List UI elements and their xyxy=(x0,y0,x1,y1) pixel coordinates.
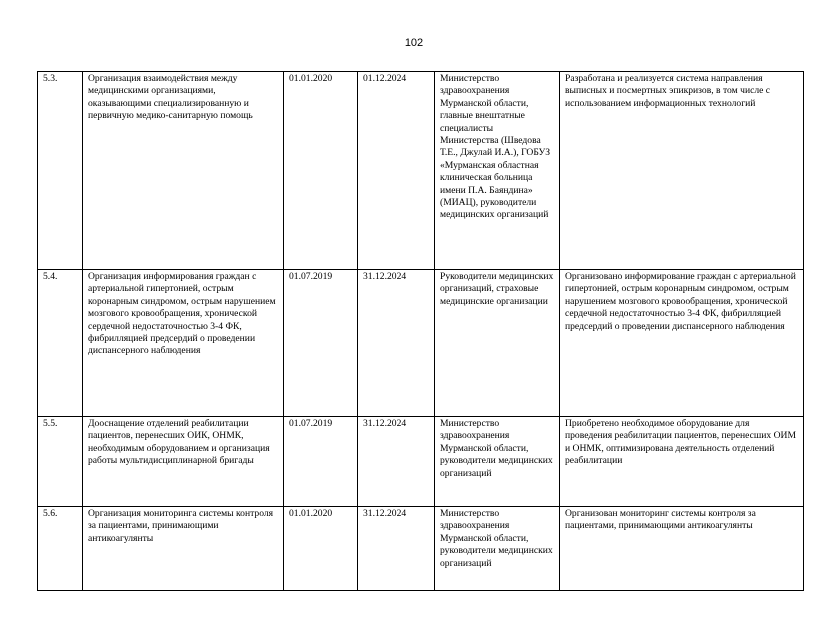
responsible-cell: Министерство здравоохранения Мурманской области, руководители медицинских организаций xyxy=(435,507,560,591)
responsible-cell: Министерство здравоохранения Мурманской области, руководители медицинских организаций xyxy=(435,417,560,507)
table-row xyxy=(38,417,804,507)
end-date-cell: 31.12.2024 xyxy=(358,270,435,417)
row-number: 5.4. xyxy=(38,270,83,417)
row-number: 5.5. xyxy=(38,417,83,507)
table-row xyxy=(38,270,804,417)
start-date-cell: 01.01.2020 xyxy=(284,72,358,270)
end-date-cell: 31.12.2024 xyxy=(358,417,435,507)
task-cell: Организация взаимодействия между медицинскими организациями, оказывающими специализированную и первичную медико-санитарную помощь xyxy=(83,72,284,270)
end-date-cell: 01.12.2024 xyxy=(358,72,435,270)
result-cell: Приобретено необходимое оборудование для проведения реабилитации пациентов, перенесших ОИМ и ОНМК, оптимизирована деятельность отделений реабилитации xyxy=(560,417,804,507)
task-cell: Организация мониторинга системы контроля за пациентами, принимающими антикоагулянты xyxy=(83,507,284,591)
table-row xyxy=(38,72,804,270)
start-date-cell: 01.01.2020 xyxy=(284,507,358,591)
page-number: 102 xyxy=(404,37,424,49)
activity-table xyxy=(37,71,804,591)
row-number: 5.3. xyxy=(38,72,83,270)
start-date-cell: 01.07.2019 xyxy=(284,417,358,507)
responsible-cell: Министерство здравоохранения Мурманской области, главные внештатные специалисты Министерства (Шведова Т.Е., Джулай И.А.), ГОБУЗ «Мурманская областная клиническая больница имени П.А. Баяндина» (МИАЦ), руководители медицинских организаций xyxy=(435,72,560,270)
responsible-cell: Руководители медицинских организаций, страховые медицинские организации xyxy=(435,270,560,417)
task-cell: Дооснащение отделений реабилитации пациентов, перенесших ОИК, ОНМК, необходимым оборудованием и организация работы мультидисциплинарной бригады xyxy=(83,417,284,507)
start-date-cell: 01.07.2019 xyxy=(284,270,358,417)
row-number: 5.6. xyxy=(38,507,83,591)
result-cell: Разработана и реализуется система направления выписных и посмертных эпикризов, в том числе с использованием информационных технологий xyxy=(560,72,804,270)
table-row xyxy=(38,507,804,591)
result-cell: Организовано информирование граждан с артериальной гипертонией, острым коронарным синдромом, острым нарушением мозгового кровообращения, хронической сердечной недостаточностью 3-4 ФК, фибрилляцией предсердий о проведении диспансерного наблюдения xyxy=(560,270,804,417)
end-date-cell: 31.12.2024 xyxy=(358,507,435,591)
task-cell: Организация информирования граждан с артериальной гипертонией, острым коронарным синдромом, острым нарушением мозгового кровообращения, хронической сердечной недостаточностью 3-4 ФК, фибрилляцией предсердий о проведении диспансерного наблюдения xyxy=(83,270,284,417)
result-cell: Организован мониторинг системы контроля за пациентами, принимающими антикоагулянты xyxy=(560,507,804,591)
